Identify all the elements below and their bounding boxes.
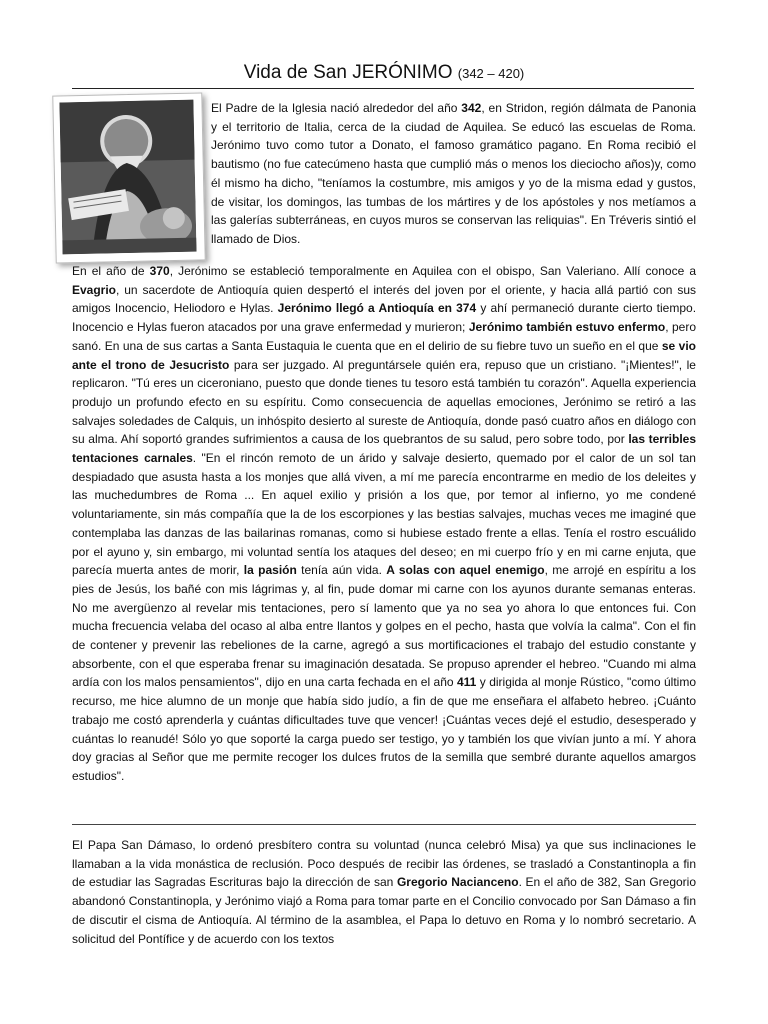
text-run: , en Stridon, región dálmata de Panonia y el territorio de Italia, cerca de la ciudad de Aquilea. Se educó las escuelas de Roma. Jerónimo tuvo como tutor a Donato, el famoso gramático pagano. En Roma recibió el bautismo (no fue catecúmeno hasta que cumplió más o menos los dieciocho años)y, como él mismo ha dicho, "teníamos la costumbre, mis amigos y yo de la misma edad y gustos, de visitar, los domingos, las tumbas de los mártires y de los apóstoles y nos metíamos a las galerías subterráneas, en cuyos muros se conservan las reliquias". En Tréveris sintió el llamado de Dios. bbox=[211, 101, 696, 246]
text-run: . "En el rincón remoto de un árido y salvaje desierto, quemado por el calor de un sol tan despiadado que asusta hasta a los monjes que allá viven, a mí me parecía encontrarme en medio de los deleites y las muchedumbres de Roma ... En aquel exilio y prisión a los que, por temor al infierno, yo me condené voluntariamente, sin más compañía que la de los escorpiones y las bestias salvajes, muchas veces me imaginé que contemplaba las danzas de las bailarinas romanas, como si hubiese estado frente a ellas. Tenía el rostro escuálido por el ayuno y, sin embargo, mi voluntad sentía los ataques del deseo; en mi cuerpo frío y en mi carne enjuta, que parecía muerta antes de morir, bbox=[72, 451, 696, 578]
title-main: Vida de San JERÓNIMO bbox=[243, 62, 453, 83]
text-run: , un sacerdote de Antioquía quien despertó el interés del joven por el oriente, y hacia allá partió con sus amigos Inocencio, Heliodoro e Hylas. bbox=[72, 282, 696, 316]
paragraph-roma bbox=[72, 836, 696, 948]
text-run: , me arrojé en espíritu a los pies de Jesús, los bañé con mis lágrimas y, al fin, pude domar mi carne con los ayunos durante semanas enteras. No me avergüenzo al revelar mis tentaciones, pero sí lamento que ya no sea yo ahora lo que entonces fui. Con mucha frecuencia velaba del ocaso al alba entre llantos y golpes en el pecho, hasta que volvía la calma". Con el fin de contener y prevenir las rebeliones de la carne, agregó a sus mortificaciones el trabajo del estudio constante y absorbente, con el que esperaba frenar su imaginación desatada. Se propuso aprender el hebreo. "Cuando mi alma ardía con los malos pensamientos", dijo en una carta fechada en el año bbox=[72, 563, 697, 690]
title-years: (342 – 420) bbox=[457, 66, 525, 81]
bold-run: Jerónimo llegó a Antioquía en 374 bbox=[277, 301, 477, 316]
bold-run: Evagrio bbox=[72, 282, 117, 297]
text-run: y dirigida al monje Rústico, "como último recurso, me hice alumno de un monje que había sido judío, a fin de que me enseñara el alfabeto hebreo. ¡Cuánto trabajo me costó aprenderla y cuántas dificultades tuve que vencer! ¡Cuántas veces dejé el estudio, desesperado y cuántas lo reanudé! Sólo yo que soporté la carga puedo ser testigo, yo y también los que vivían junto a mí. Y ahora doy gracias al Señor que me permite recoger los dulces frutos de la semilla que sembré durante aquellos amargos estudios". bbox=[72, 675, 696, 783]
paragraph-text-intro bbox=[211, 99, 696, 249]
saint-jerome-portrait bbox=[52, 92, 205, 263]
bold-run: las terribles tentaciones carnales bbox=[72, 432, 696, 466]
text-run: tenía aún vida. bbox=[296, 563, 387, 578]
bold-run: se vio ante el trono de Jesucristo bbox=[72, 338, 696, 372]
text-run: para ser juzgado. Al preguntársele quién era, repuso que un cristiano. "¡Mientes!", le replicaron. "Tú eres un ciceroniano, puesto que donde tienes tu tesoro está también tu corazón". Aquella experiencia produjo un profundo efecto en su espíritu. Como consecuencia de aquellas emociones, Jerónimo se retiró a las salvajes soledades de Calquis, un inhóspito desierto al sureste de Antioquía, donde pasó cuatro años en diálogo con su alma. Ahí soportó grandes sufrimientos a causa de los quebrantos de su salud, pero sobre todo, por bbox=[72, 357, 696, 447]
bold-run: la pasión bbox=[243, 563, 297, 578]
bold-run: 370 bbox=[149, 264, 170, 278]
bold-run: Jerónimo también estuvo enfermo bbox=[468, 320, 666, 335]
paragraph-intro bbox=[211, 99, 696, 249]
paragraph-text-antioquia bbox=[72, 262, 696, 786]
paragraph-divider bbox=[72, 824, 696, 825]
text-run: . En el año de 382, San Gregorio abandonó Constantinopla, y Jerónimo viajó a Roma para tomar parte en el Concilio convocado por San Dámaso a fin de discutir el cisma de Antioquía. Al término de la asamblea, el Papa lo detuvo en Roma y lo nombró secretario. A solicitud del Pontífice y de acuerdo con los textos bbox=[72, 875, 697, 946]
bold-run: A solas con aquel enemigo bbox=[386, 563, 545, 578]
text-run: El Padre de la Iglesia nació alrededor del año bbox=[211, 101, 462, 115]
bold-run: 411 bbox=[457, 675, 477, 690]
text-run: El Papa San Dámaso, lo ordenó presbítero contra su voluntad (nunca celebró Misa) ya que sus inclinaciones le llamaban a la vida monástica de reclusión. Poco después de recibir las órdenes, se trasladó a Constantinopla a fin de estudiar las Sagradas Escrituras bajo la dirección de san bbox=[72, 838, 696, 890]
paragraph-antioquia bbox=[72, 262, 696, 786]
title-underline bbox=[72, 88, 694, 89]
text-run: y ahí permaneció durante cierto tiempo. Inocencio e Hylas fueron atacados por una grave enfermedad y murieron; bbox=[72, 301, 697, 335]
paragraph-text-roma bbox=[72, 836, 696, 948]
bold-run: Gregorio Nacianceno bbox=[396, 875, 519, 890]
document-title bbox=[0, 62, 768, 84]
saint-jerome-engraving-icon bbox=[59, 100, 196, 255]
bold-run: 342 bbox=[461, 101, 482, 115]
text-run: , Jerónimo se estableció temporalmente en Aquilea con el obispo, San Valeriano. Allí conoce a bbox=[169, 264, 696, 278]
text-run: , pero sanó. En una de sus cartas a Santa Eustaquia le cuenta que en el delirio de su fiebre tuvo un sueño en el que bbox=[72, 320, 697, 353]
text-run: En el año de bbox=[72, 264, 150, 278]
